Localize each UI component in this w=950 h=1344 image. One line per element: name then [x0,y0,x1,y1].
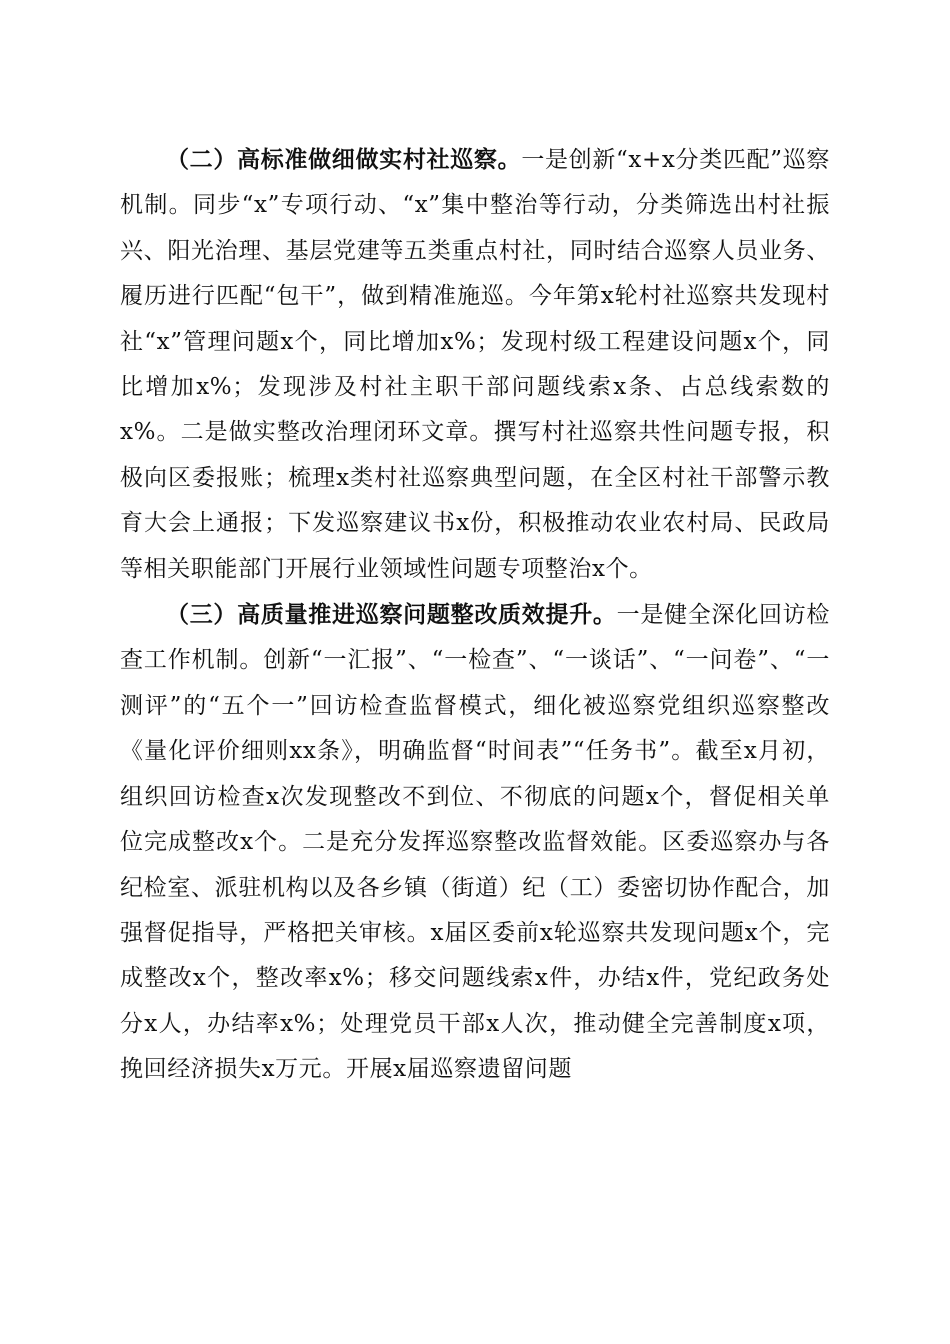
paragraph-rectification [120,592,830,1092]
paragraph-heading: （二）高标准做细做实村社巡察。 [166,146,522,173]
paragraph-text: 一是创新“x+x分类匹配”巡察机制。同步“x”专项行动、“x”集中整治等行动，分类筛选出村社振兴、阳光治理、基层党建等五类重点村社，同时结合巡察人员业务、履历进行匹配“包干”，做到精准施巡。今年第x轮村社巡察共发现村社“x”管理问题x个，同比增加x%；发现村级工程建设问题x个，同比增加x%；发现涉及村社主职干部问题线索x条、占总线索数的x%。二是做实整改治理闭环文章。撰写村社巡察共性问题专报，积极向区委报账；梳理x类村社巡察典型问题，在全区村社干部警示教育大会上通报；下发巡察建议书x份，积极推动农业农村局、民政局等相关职能部门开展行业领域性问题专项整治x个。 [120,147,831,582]
paragraph-heading: （三）高质量推进巡察问题整改质效提升。 [166,601,617,629]
paragraph-village-inspection [120,137,830,592]
document-body [120,137,830,1093]
paragraph-text: 一是健全深化回访检查工作机制。创新“一汇报”、“一检查”、“一谈话”、“一问卷”、“一测评”的“五个一”回访检查监督模式，细化被巡察党组织巡察整改《量化评价细则xx条》，明确监督“时间表”“任务书”。截至x月初，组织回访检查x次发现整改不到位、不彻底的问题x个，督促相关单位完成整改x个。二是充分发挥巡察整改监督效能。区委巡察办与各纪检室、派驻机构以及各乡镇（街道）纪（工）委密切协作配合，加强督促指导，严格把关审核。x届区委前x轮巡察共发现问题x个，完成整改x个，整改率x%；移交问题线索x件，办结x件，党纪政务处分x人，办结率x%；处理党员干部x人次，推动健全完善制度x项，挽回经济损失x万元。开展x届巡察遗留问题 [120,602,831,1083]
